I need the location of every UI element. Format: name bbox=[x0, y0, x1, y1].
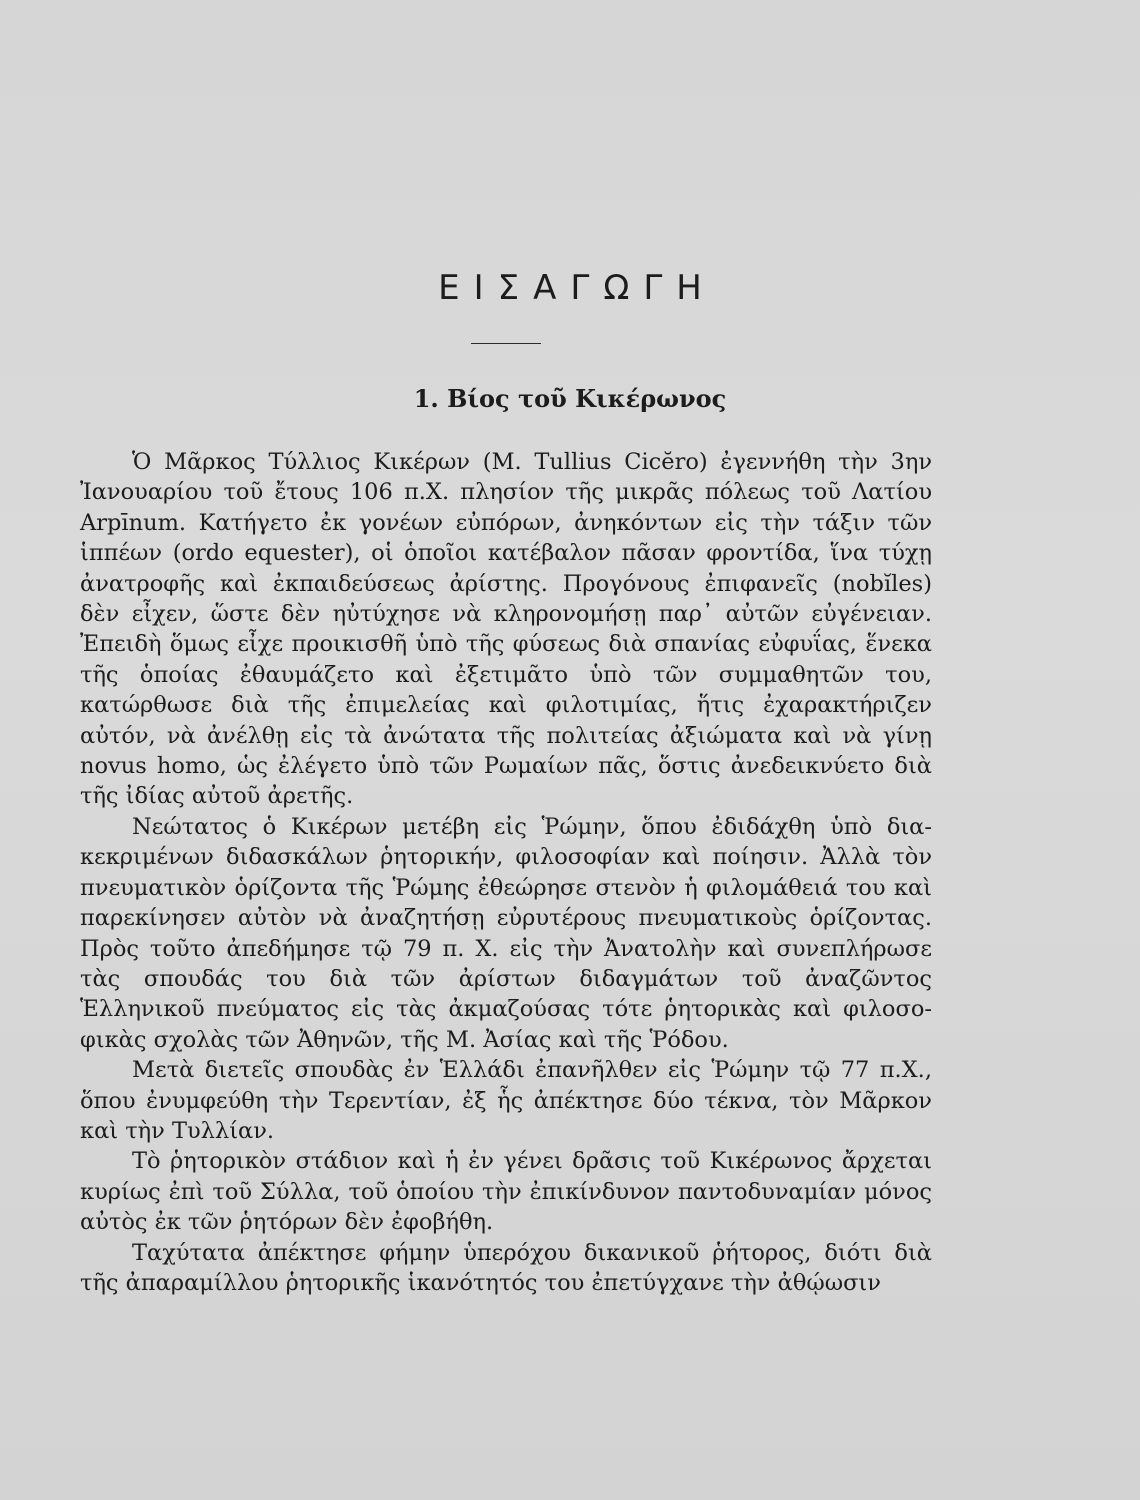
paragraph-5: Ταχύτατα ἀπέκτησε φήμην ὑπερόχου δικανικοῦ ῥήτορος, διότι διὰ τῆς ἀπαραμίλλου ῥητορικῆς ἱκανότητός του ἐπετύγχανε τὴν ἀθῴωσιν bbox=[80, 1239, 932, 1296]
paragraph-4: Τὸ ῥητορικὸν στάδιον καὶ ἡ ἐν γένει δρᾶσις τοῦ Κικέρωνος ἄρχεται κυρίως ἐπὶ τοῦ Σύλλα, τοῦ ὁποίου τὴν ἐπικίνδυνον παντοδυναμίαν μόνος αὐτὸς ἐκ τῶν ῥητόρων δὲν ἐφοβήθη. bbox=[80, 1148, 932, 1236]
paragraph-2: Νεώτατος ὁ Κικέρων μετέβη εἰς Ῥώμην, ὅπου ἐδιδάχθη ὑπὸ διακεκριμένων διδασκάλων ῥητορικήν, φιλοσοφίαν καὶ ποίησιν. Ἀλλὰ τὸν πνευματικὸν ὁρίζοντα τῆς Ῥώμης ἐθεώρησε στενὸν ἡ φιλομάθειά του καὶ παρεκίνησεν αὐτὸν νὰ ἀναζητήσῃ εὐρυτέρους πνευματικοὺς ὁρίζοντας. Πρὸς τοῦτο ἀπεδήμησε τῷ 79 π. Χ. εἰς τὴν Ἀνατολὴν καὶ συνεπλήρωσε τὰς σπουδάς του διὰ τῶν ἀρίστων διδαγμάτων τοῦ ἀναζῶντος Ἑλληνικοῦ πνεύματος εἰς τὰς ἀκμαζούσας τότε ῥητορικὰς καὶ φιλοσοφικὰς σχολὰς τῶν Ἀθηνῶν, τῆς Μ. Ἀσίας καὶ τῆς Ῥόδου. bbox=[80, 813, 932, 1053]
body-text bbox=[80, 447, 932, 1298]
title-divider bbox=[471, 343, 541, 344]
chapter-title: ΕΙΣΑΓΩΓΗ bbox=[438, 268, 716, 308]
paragraph-1: Ὁ Μᾶρκος Τύλλιος Κικέρων (M. Tullius Cicĕro) ἐγεννήθη τὴν 3ην Ἰανουαρίου τοῦ ἔτους 106 π.Χ. πλησίον τῆς μικρᾶς πόλεως τοῦ Λατίου Arpīnum. Κατήγετο ἐκ γονέων εὐπόρων, ἀνηκόντων εἰς τὴν τάξιν τῶν ἱππέων (ordo equester), οἱ ὁποῖοι κατέβαλον πᾶσαν φροντίδα, ἵνα τύχῃ ἀνατροφῆς καὶ ἐκπαιδεύσεως ἀρίστης. Προγόνους ἐπιφανεῖς (nobĭles) δὲν εἶχεν, ὥστε δὲν ηὐτύχησε νὰ κληρονομήσῃ παρ᾽ αὐτῶν εὐγένειαν. Ἐπειδὴ ὅμως εἶχε προικισθῆ ὑπὸ τῆς φύσεως διὰ σπανίας εὐφυΐας, ἕνεκα τῆς ὁποίας ἐθαυμάζετο καὶ ἐξετιμᾶτο ὑπὸ τῶν συμμαθητῶν του, κατώρθωσε διὰ τῆς ἐπιμελείας καὶ φιλοτιμίας, ἥτις ἐχαρακτήριζεν αὐτόν, νὰ ἀνέλθῃ εἰς τὰ ἀνώτατα τῆς πολιτείας ἀξιώματα καὶ νὰ γίνῃ novus homo, ὡς ἐλέγετο ὑπὸ τῶν Ρωμαίων πᾶς, ὅστις ἀνεδεικνύετο διὰ τῆς ἰδίας αὐτοῦ ἀρετῆς. bbox=[80, 449, 932, 810]
section-heading: 1. Βίος τοῦ Κικέρωνος bbox=[413, 384, 727, 413]
paragraph-3: Μετὰ διετεῖς σπουδὰς ἐν Ἑλλάδι ἐπανῆλθεν εἰς Ῥώμην τῷ 77 π.Χ., ὅπου ἐνυμφεύθη τὴν Τερεντίαν, ἐξ ἧς ἀπέκτησε δύο τέκνα, τὸν Μᾶρκον καὶ τὴν Τυλλίαν. bbox=[80, 1057, 932, 1144]
